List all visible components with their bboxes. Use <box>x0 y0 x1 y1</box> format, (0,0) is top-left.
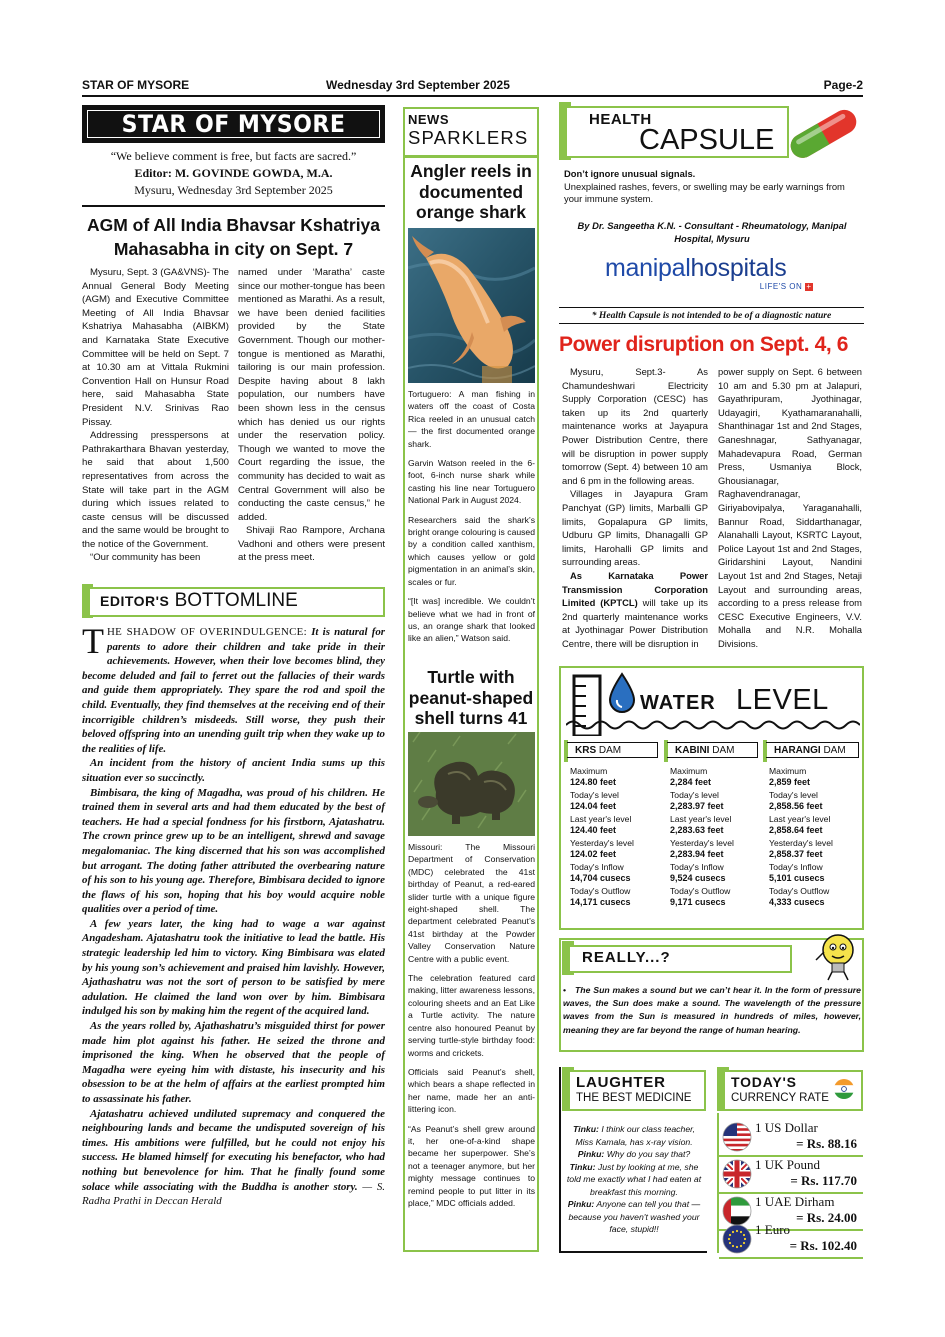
health-banner <box>559 102 864 162</box>
editorial-paragraph: As the years rolled by, Ajathashatru’s misguided thirst for power made him plot against his father. He seized the throne and imprisoned the king. When he observed that the people of Magadha were eyeing him with distaste, his insecurity and his obsession to be at the helm of affairs at the earliest prompted him to assassinate his father. <box>82 1020 385 1105</box>
power-column-2 <box>718 365 862 650</box>
wave-line-icon <box>566 718 860 732</box>
sparkler-paragraph: The celebration featured card making, litter awareness lessons, colouring sheets and an Eat Like a Turtle activity. The nature centre also honoured Peanut by serving turtle-style birthday food: worms and crickets. <box>408 973 535 1058</box>
water-label-a: WATER <box>640 692 716 714</box>
health-content <box>564 168 860 206</box>
editorial-dropcap: T <box>82 621 104 661</box>
sparkler-paragraph: Missouri: The Missouri Department of Conservation (MDC) celebrated the 41st birthday of Peanut, a red-eared slider turtle with a unique figure eight-shaped shell. The department celebrated Peanut’s 41st birthday at the Powder Valley Conservation Nature Centre with a public event. <box>408 842 535 964</box>
really-fact: • The Sun makes a sound but we can’t hear it. In the form of pressure waves, the Sun does make a sound. The wavelength of the pressure waves from the Sun is measured in hundreds of miles, however, meaning they are far beyond the range of human hearing. <box>563 985 861 1035</box>
currency-value: = Rs. 88.16 <box>796 1136 857 1151</box>
currency-unit: 1 Euro <box>755 1222 791 1237</box>
turtle-photo <box>408 732 535 836</box>
eu-flag-icon <box>721 1223 753 1255</box>
editorial-banner <box>82 584 385 618</box>
agm-column-1 <box>82 266 229 565</box>
agm-headline: AGM of All India Bhavsar Kshatriya Mahasabha in city on Sept. 7 <box>86 215 381 259</box>
header-date: Wednesday 3rd September 2025 <box>326 78 510 92</box>
masthead-editor: Editor: M. GOVINDE GOWDA, M.A. <box>134 166 333 180</box>
editorial-paragraph: Ajatashatru achieved undiluted supremacy and conquered the neighbouring lands and became the undisputed sovereign of his times. His ambitions were fulfilled, but he could not enjoy his success. He blamed himself for executing his benefactor, who had nothing but benevolence for him. That he finally found some solace while associating with the Buddha is another story. <box>82 1107 385 1193</box>
laughter-joke: Tinku: I think our class teacher, Miss Kamala, has x-ray vision. Pinku: Why do you say that? Tinku: Just by looking at me, she told me exactly what I had eaten at breakfast this morning. Pinku: Anyone can tell you that — because you haven't washed your face, stupid!! <box>566 1124 702 1234</box>
power-paragraph: power supply on Sept. 6 between 10 am and 5.30 pm at Jalapuri, Gayathripuram, Jyothinagar, Udayagiri, Kyathamaranahalli, Shanthinagar 1st and 2nd Stages, Ganeshnagar, Sathyanagar, Mahadevapura Road, German Press, Usmaniya Block, Ghousianagar, Raghavendranagar, Giriyabovipalya, Yaraganahalli, Bannur Road, Siddarthanagar, Alanahalli Layout, KSRTC Layout, Police Layout 1st and 2nd Stages, Giridarshini Layout, Nandini Layout 1st and 2nd Stages, Netaji Layout and surrounding areas, according to a press release from CESC Executive Engineers, V.V. Mohalla and N.R. Mohalla Divisions. <box>718 366 862 649</box>
editorial-paragraph: It is natural for parents to adore their children and take pride in their achievements. However, when their love becomes blind, they become deluded and fail to ferret out the fallacies of their wards and guide them appropriately. They spare the rod and spoil the child. Eventually, they find themselves at the receiving end of their incorrigible children’s misdeeds. Still worse, they push their beloved offspring into an unending guilt trip when they wake up to the realities of life. <box>82 626 386 755</box>
masthead-logo <box>82 105 385 143</box>
currency-value: = Rs. 117.70 <box>790 1173 857 1188</box>
kabini-dam-table: Maximum 2,284 feet Today's level 2,283.97 feet Last year's level 2,283.63 feet Yesterday's level 2,283.94 feet Today's Inflow 9,524 cusecs Today's Outflow 9,171 cusecs <box>670 766 734 907</box>
laughter-banner <box>562 1067 706 1113</box>
capsule-icon <box>781 104 865 162</box>
really-banner <box>562 941 802 977</box>
masthead-dateline: Mysuru, Wednesday 3rd September 2025 <box>134 183 333 197</box>
editorial-credit: — S. Radha Prathi in Deccan Herald <box>82 1180 385 1208</box>
editorial-lead: HE SHADOW OF OVERINDULGENCE: <box>107 626 307 638</box>
manipal-logo <box>605 254 825 296</box>
header-page-number: Page-2 <box>823 78 863 92</box>
health-byline: By Dr. Sangeetha K.N. - Consultant - Rheumatology, Manipal Hospital, Mysuru <box>577 220 847 244</box>
health-disclaimer: * Health Capsule is not intended to be of a diagnostic nature <box>591 310 832 321</box>
india-flag-icon <box>833 1078 855 1100</box>
health-label-b: CAPSULE <box>639 124 775 156</box>
currency-value: = Rs. 24.00 <box>796 1210 857 1225</box>
health-body: Unexplained rashes, fevers, or swelling may be early warnings from your immune system. <box>564 180 845 205</box>
currency-row-gbp <box>719 1156 863 1194</box>
currency-unit: 1 UAE Dirham <box>755 1194 835 1209</box>
manipal-logo-b: hospitals <box>690 254 787 282</box>
editorial-label-b: BOTTOMLINE <box>174 590 298 611</box>
sparkler-paragraph: Tortuguero: A man fishing in waters off the coast of Costa Rica reeled in an unusual catch — the first documented orange shark. <box>408 389 535 449</box>
sparkler-1-body <box>408 388 535 652</box>
editorial-body <box>82 621 386 1209</box>
masthead-title: STAR OF MYSORE <box>121 110 346 138</box>
laughter-label-b: THE BEST MEDICINE <box>576 1092 692 1104</box>
power-paragraph: Mysuru, Sept.3- As Chamundeshwari Electricity Supply Corporation (CESC) has taken up its 2nd quarterly maintenance works at Jayapura Power Distribution Centre, there will be disruption in power supply tomorrow (Sept. 4) between 10 am and 6 pm in the following areas. <box>562 366 708 486</box>
sparkler-paragraph: “As Peanut’s shell grew around it, her one-of-a-kind shape became her superpower. She’s not a teenager anymore, but her mighty message continues to remind people to put litter in its place,” MDC officials added. <box>408 1123 535 1208</box>
krs-dam-table: Maximum 124.80 feet Today's level 124.04 feet Last year's level 124.40 feet Yesterday's level 124.02 feet Today's Inflow 14,704 cusecs Today's Outflow 14,171 cusecs <box>570 766 634 907</box>
sparkler-2-headline: Turtle with peanut-shaped shell turns 41 <box>408 667 534 728</box>
orange-shark-photo <box>408 228 535 383</box>
sparkler-paragraph: “[It was] incredible. We couldn’t believe what we had in front of us, an orange shark that looked like an alien,” Watson said. <box>408 596 535 644</box>
water-label-b: LEVEL <box>736 684 829 716</box>
harangi-dam-table: Maximum 2,859 feet Today's level 2,858.56 feet Last year's level 2,858.64 feet Yesterday's level 2,858.37 feet Today's Inflow 5,101 cusecs Today's Outflow 4,333 cusecs <box>769 766 833 907</box>
currency-banner <box>717 1067 863 1113</box>
currency-label-b: CURRENCY RATE <box>731 1092 829 1104</box>
power-headline: Power disruption on Sept. 4, 6 <box>559 333 849 356</box>
currency-unit: 1 UK Pound <box>755 1157 821 1172</box>
currency-label-a: TODAY'S <box>731 1074 797 1090</box>
power-kptcl-bold: As Karnataka Power Transmission Corporation Limited (KPTCL) <box>562 569 708 609</box>
currency-unit: 1 US Dollar <box>755 1120 818 1135</box>
masthead-rule <box>82 205 385 207</box>
header-rule <box>82 95 863 97</box>
agm-paragraph: Addressing presspersons at Pathrakarthara Bhavan yesterday, he said that about 1,500 representatives from across the State will take part in the AGM during which issues related to caste census will be discussed and the same would be brought to the notice of the Government. <box>82 430 229 550</box>
currency-row-eur <box>719 1221 863 1259</box>
sparklers-label-b: SPARKLERS <box>408 127 529 148</box>
currency-row-usd <box>719 1119 863 1157</box>
agm-paragraph: Mysuru, Sept. 3 (GA&VNS)- The Annual General Body Meeting (AGM) and Executive Committee Meeting of All India Bhavsar Kshatriya Mahasabha (AIBKM) and Karnataka State Executive Committee will be held on Sept. 7 at 10.30 am at Vittala Rukmini Convention Hall on Hunsur Road here, said Mahasabha State President N.V. Srinivas Rao Pissay. <box>82 267 229 428</box>
agm-paragraph: “Our community has been <box>90 552 201 564</box>
sparkler-paragraph: Officials said Peanut’s shell, which bears a shape reflected in her name, made her an anti-littering icon. <box>408 1066 535 1115</box>
bullet-icon: • <box>563 985 567 995</box>
manipal-logo-a: manipal <box>605 254 691 282</box>
masthead-motto: “We believe comment is free, but facts are sacred.” <box>110 149 357 163</box>
water-banner <box>562 668 862 736</box>
sparkler-1-headline: Angler reels in documented orange shark <box>410 161 532 222</box>
agm-column-2 <box>238 266 385 565</box>
harangi-dam-label: HARANGI DAM <box>763 740 861 762</box>
krs-dam-label: KRS DAM <box>564 740 660 762</box>
header-paper-name: STAR OF MYSORE <box>82 78 190 92</box>
agm-paragraph: named under ‘Maratha’ caste since our mother-tongue has been mentioned as Marathi. As a result, we have been denied facilities provided by the State Government. Though our mother-tongue is mentioned as Marathi, tailoring is our main profession. Despite having about 8 lakh population, our numbers have been shown less in the census which has denied us our rights under the reservation policy. Though we wanted to move the Court regarding the issue, the community has decided to wait as Central Government will also be conducting the caste census,” he added. <box>238 267 385 523</box>
sparklers-banner <box>408 112 538 149</box>
sparkler-paragraph: Researchers said the shark’s bright orange colouring is caused by a condition called xanthism, which causes yellow or gold pigmentation in an animal’s skin, scales or fur. <box>408 514 535 587</box>
health-label-a: HEALTH <box>589 111 652 128</box>
sparkler-2-body <box>408 841 535 1216</box>
power-paragraph: Villages in Jayapura Gram Panchyat (GP) limits, Marballi GP limits, Gopalapura GP limits, Udburu GP limits, Dhanagalli GP limits, Harohalli GP limits and surrounding areas. <box>562 488 708 568</box>
lightbulb-mascot-icon <box>812 930 860 982</box>
sparkler-paragraph: Garvin Watson reeled in the 6-foot, 6-inch nurse shark while casting his line near Tortuguero National Park in August 2024. <box>408 458 535 506</box>
editorial-label-a: EDITOR'S <box>100 593 170 609</box>
editorial-paragraph: Bimbisara, the king of Magadha, was proud of his children. He trained them in several arts and had them educated by the best of teachers. He had a special fondness for his firstborn, Ajatashatru. The crown prince grew up to be an intelligent, shrewd and savage megalomaniac. The king discerned that his son was accomplished but arrogant. The doting father attributed the overbearing nature of his son to his young age. Therefore, Bimbisara decided to ignore the flaws of his son, hoping that his boy would acquire noble qualities over a period of time. <box>82 786 385 916</box>
us-flag-icon <box>721 1121 753 1153</box>
manipal-tagline: LIFE'S ON <box>759 282 803 291</box>
kabini-dam-label: KABINI DAM <box>664 740 760 762</box>
agm-paragraph: Shivaji Rao Rampore, Archana Vadhoni and others were present at the press meet. <box>238 525 385 564</box>
plus-icon: + <box>806 281 812 291</box>
editorial-paragraph: An incident from the history of ancient India sums up this situation ever so succinctly. <box>82 757 385 784</box>
power-column-1 <box>562 365 708 650</box>
page-header <box>82 78 863 96</box>
masthead-info <box>82 148 385 199</box>
currency-value: = Rs. 102.40 <box>789 1238 857 1253</box>
laughter-label-a: LAUGHTER <box>576 1074 666 1091</box>
sparklers-label-a: NEWS <box>408 112 449 127</box>
editorial-paragraph: A few years later, the king had to wage a war against Angadesham. Ajatashatru took the initiative to lead the battle. His strategic leadership led him to victory. King Bimbisara was elated by his young son’s achievement and praised him lavishly. However, Ajathashatru was not the sort of person to be satisfied by mere adulation. He claimed the land won over by him. Bimbisara indulged his son by making him the regent of the acquired land. <box>82 917 385 1018</box>
really-label: REALLY...? <box>582 949 671 966</box>
health-title: Don’t ignore unusual signals. <box>564 168 696 179</box>
power-kptcl-rest: will take up its 2nd quarterly maintenance works at Jyothinagar Power Distribution Centre, there will be disruption in <box>562 597 708 649</box>
uk-flag-icon <box>721 1158 753 1190</box>
